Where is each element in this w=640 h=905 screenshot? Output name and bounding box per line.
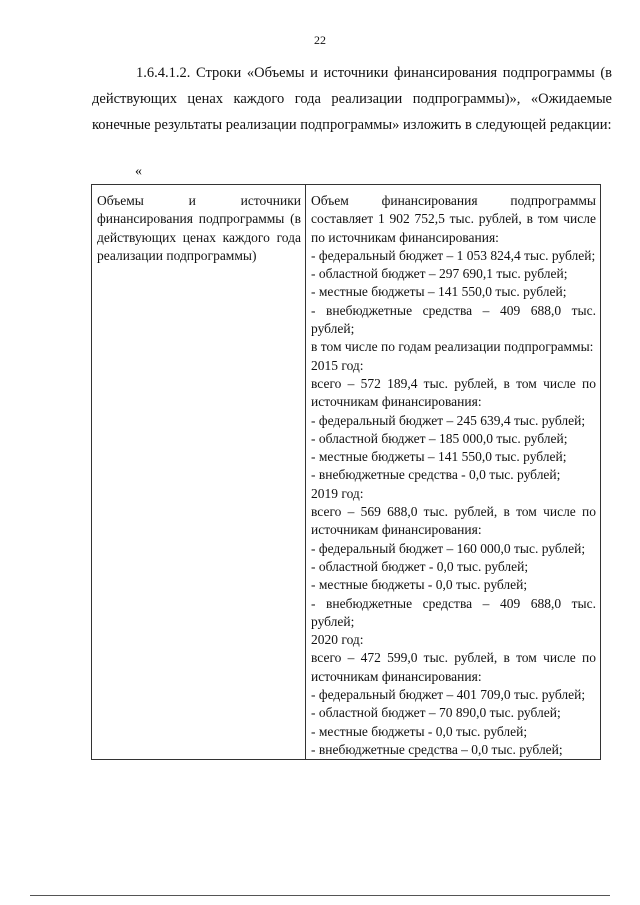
funding-line: - областной бюджет – 185 000,0 тыс. рублей; — [311, 430, 568, 446]
funding-line: 2019 год: — [311, 485, 364, 501]
funding-line: - местные бюджеты – 141 550,0 тыс. рублей; — [311, 449, 567, 465]
page-number: 22 — [314, 33, 326, 47]
funding-line: - федеральный бюджет – 160 000,0 тыс. рублей; — [311, 540, 586, 556]
funding-line: всего – 472 599,0 тыс. рублей, в том числе по источникам финансирования: — [311, 650, 596, 684]
bottom-divider — [30, 895, 610, 896]
funding-line: 2015 год: — [311, 357, 364, 373]
funding-line: - федеральный бюджет – 401 709,0 тыс. рублей; — [311, 687, 586, 703]
intro-text: 1.6.4.1.2. Строки «Объемы и источники финансирования подпрограммы (в действующих ценах каждого года реализации подпрограммы)», «Ожидаемые конечные результаты реализации подпрограммы» изложить в следующей редакции: — [92, 65, 612, 133]
funding-line: 2020 год: — [311, 632, 364, 648]
funding-line: - внебюджетные средства – 409 688,0 тыс. рублей; — [311, 595, 596, 629]
funding-line: всего – 572 189,4 тыс. рублей, в том числе по источникам финансирования: — [311, 375, 596, 410]
funding-line: всего – 569 688,0 тыс. рублей, в том числе по источникам финансирования: — [311, 504, 596, 538]
funding-table — [91, 184, 601, 760]
row-value-cell — [306, 185, 601, 760]
row-value-text — [311, 192, 596, 759]
funding-line: Объем финансирования подпрограммы составляет 1 902 752,5 тыс. рублей, в том числе по источникам финансирования: — [311, 193, 596, 245]
funding-line: - областной бюджет – 70 890,0 тыс. рублей; — [311, 705, 561, 721]
funding-line: - внебюджетные средства – 0,0 тыс. рублей; — [311, 741, 563, 757]
funding-line: в том числе по годам реализации подпрограммы: — [311, 339, 594, 355]
funding-line: - местные бюджеты - 0,0 тыс. рублей; — [311, 723, 528, 739]
funding-line: - внебюджетные средства – 409 688,0 тыс. рублей; — [311, 302, 596, 337]
row-header-text: Объемы и источники финансирования подпрограммы (в действующих ценах каждого года реализации подпрограммы) — [97, 193, 301, 263]
row-header-cell — [92, 185, 306, 760]
funding-line: - областной бюджет - 0,0 тыс. рублей; — [311, 558, 529, 574]
funding-line: - федеральный бюджет – 1 053 824,4 тыс. рублей; — [311, 247, 596, 263]
intro-paragraph — [92, 60, 612, 138]
funding-line: - местные бюджеты – 141 550,0 тыс. рублей; — [311, 284, 567, 300]
funding-line: - внебюджетные средства - 0,0 тыс. рублей; — [311, 467, 561, 483]
funding-line: - местные бюджеты - 0,0 тыс. рублей; — [311, 577, 528, 593]
opening-quote-mark: « — [135, 164, 142, 179]
funding-line: - федеральный бюджет – 245 639,4 тыс. рублей; — [311, 412, 586, 428]
funding-line: - областной бюджет – 297 690,1 тыс. рублей; — [311, 266, 568, 282]
table-row — [92, 185, 601, 760]
